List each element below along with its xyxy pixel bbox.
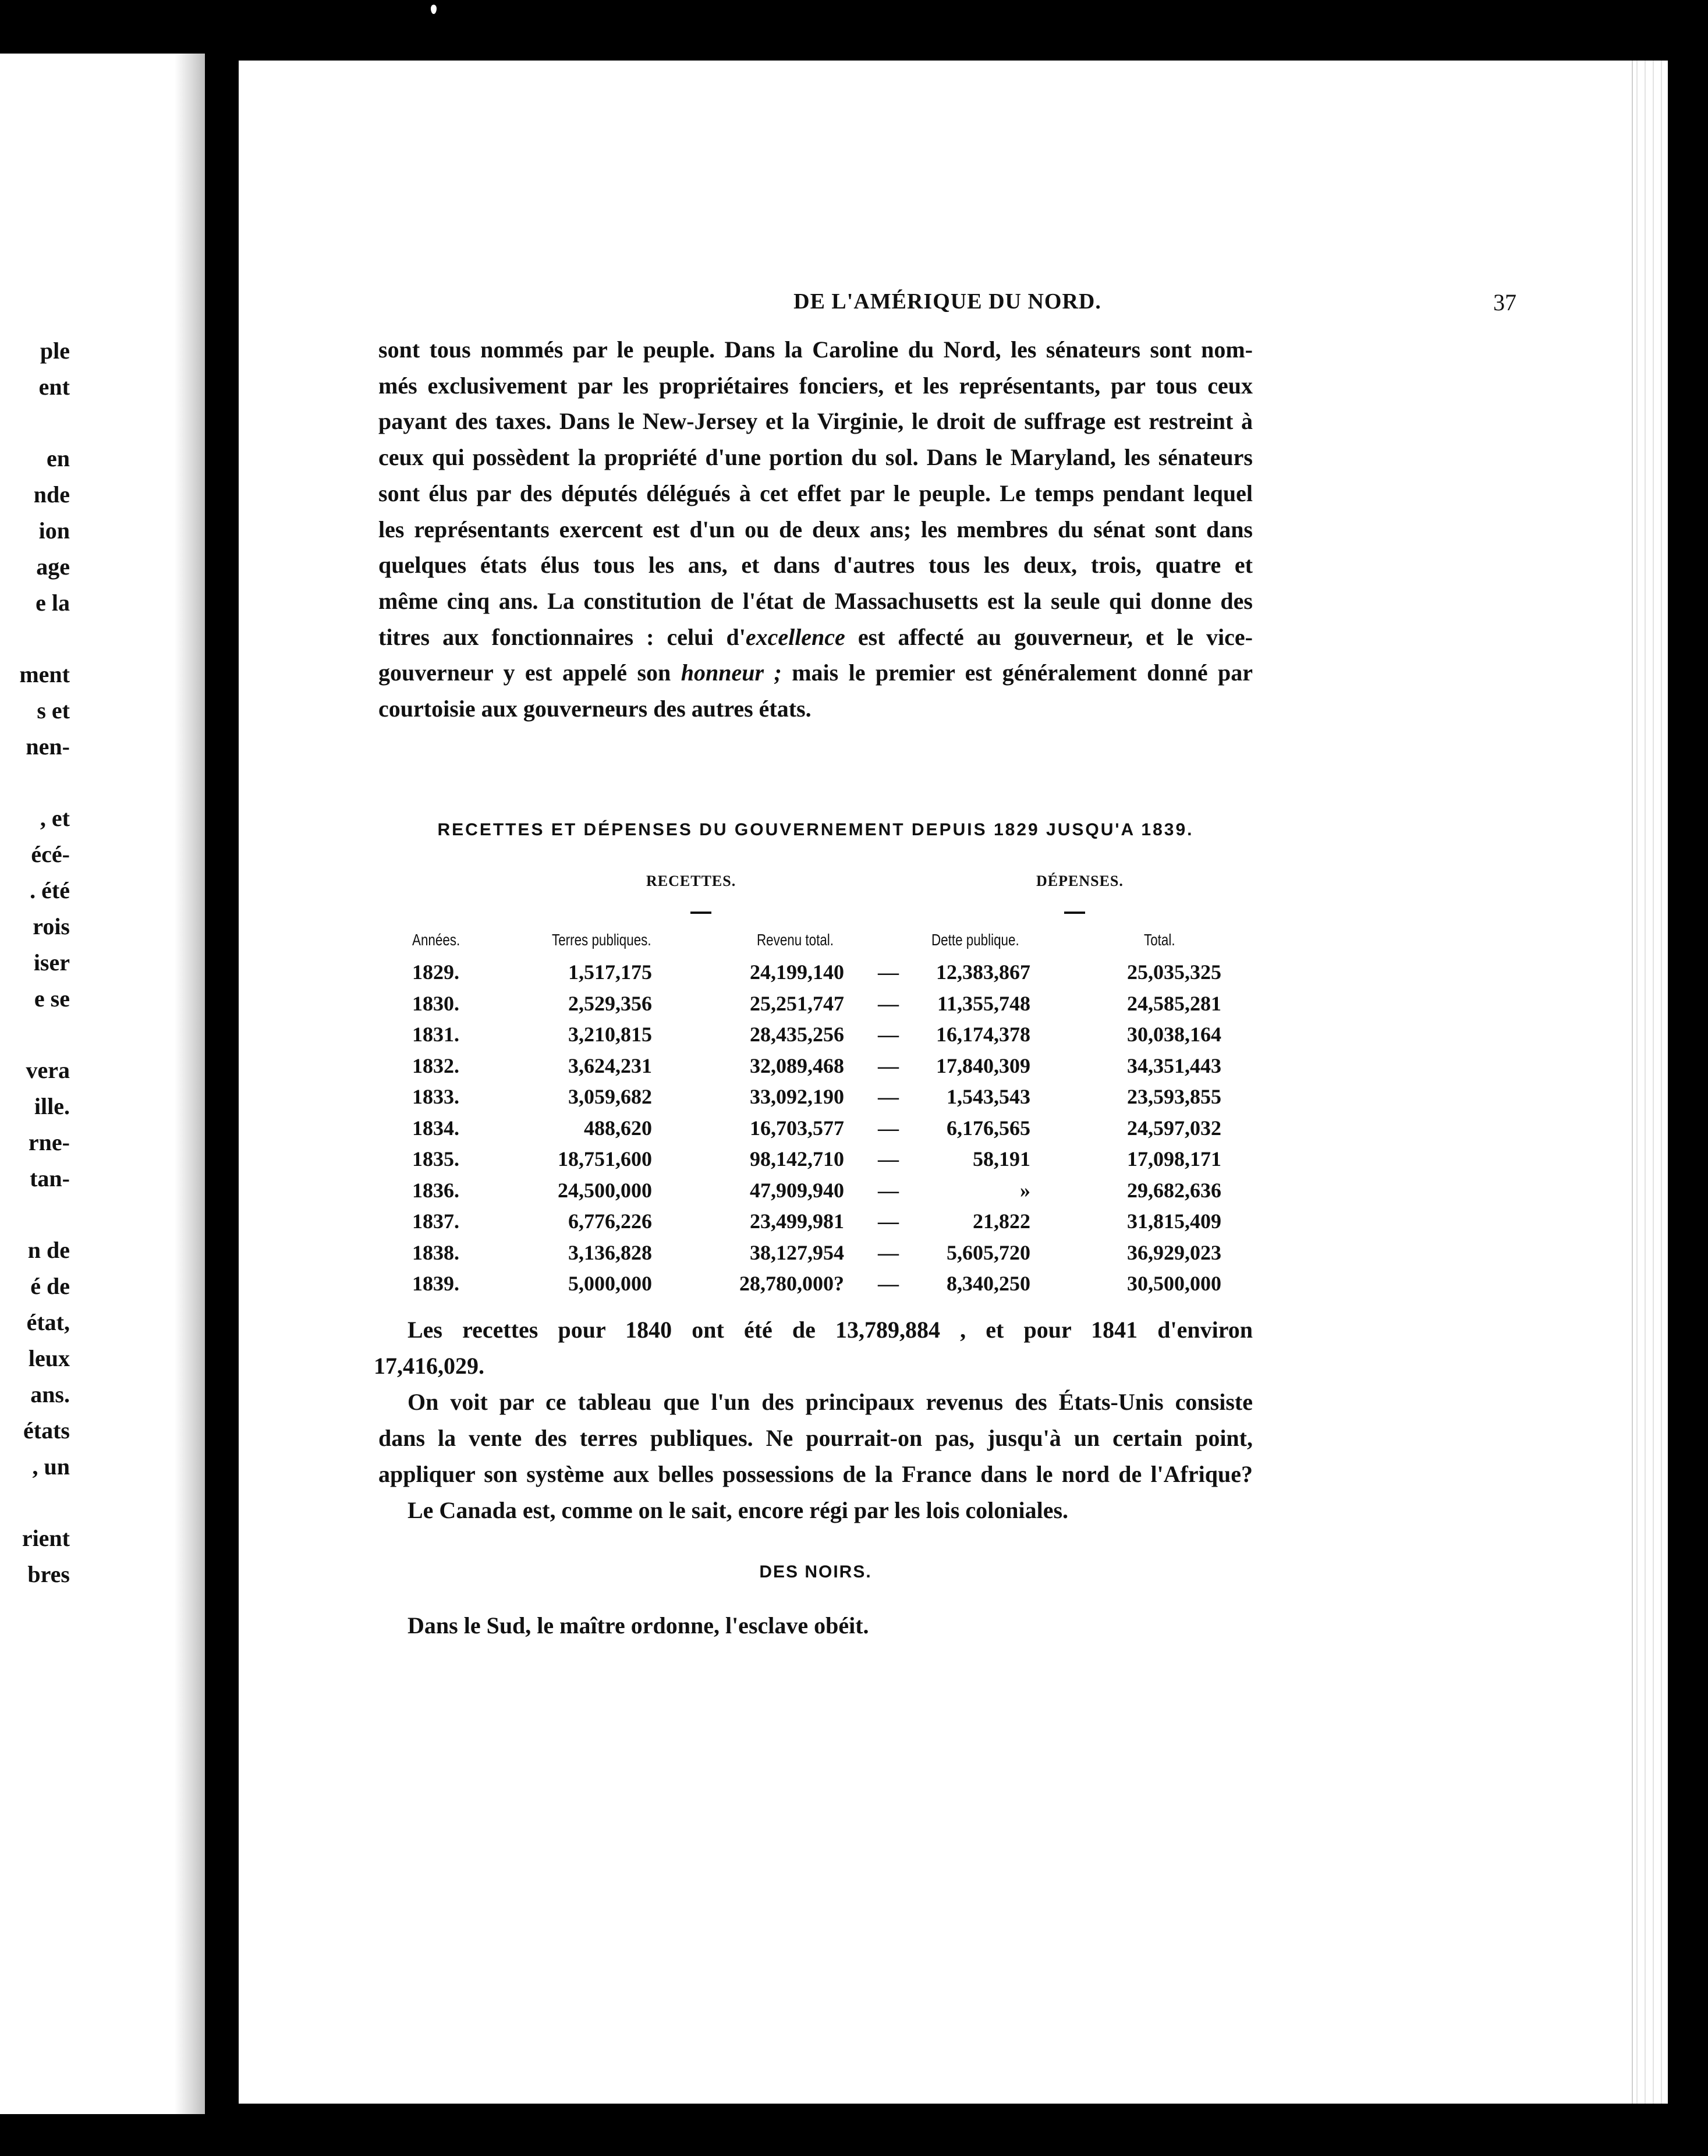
- paragraph-electoral-system: [378, 332, 1253, 727]
- page-gutter-shadow: [175, 54, 205, 2114]
- previous-page-fragment: iser: [33, 949, 70, 976]
- final-sentence: Dans le Sud, le maître ordonne, l'esclave obéit.: [407, 1612, 869, 1639]
- cell-separator: —: [878, 1116, 899, 1140]
- text-line: On voit par ce tableau que l'un des principaux revenus des États-Unis consiste: [407, 1389, 1253, 1415]
- cell-separator: —: [878, 991, 899, 1015]
- cell-dette-publique: 21,822: [973, 1210, 1030, 1233]
- table-column-headers: [239, 931, 1668, 954]
- cell-year: 1838.: [412, 1240, 459, 1264]
- text-line: quelques états élus tous les ans, et dans d'autres tous les deux, trois, quatre et: [378, 552, 1253, 579]
- cell-separator: —: [878, 1085, 899, 1108]
- text-line: les représentants exercent est d'un ou de deux ans; les membres du sénat sont dans: [378, 516, 1253, 542]
- table-row: [239, 1116, 1668, 1147]
- previous-page-fragment: ent: [38, 374, 70, 400]
- cell-terres-publiques: 18,751,600: [558, 1147, 652, 1171]
- text-line: même cinq ans. La constitution de l'état de Massachusetts est la seule qui donne des: [378, 587, 1253, 614]
- table-row: [239, 1209, 1668, 1240]
- table-row: [239, 991, 1668, 1023]
- text-line: sont tous nommés par le peuple. Dans la Caroline du Nord, les sénateurs sont nom-: [378, 336, 1253, 363]
- cell-terres-publiques: 6,776,226: [568, 1210, 652, 1233]
- previous-page-fragment: état,: [26, 1309, 70, 1335]
- table-title: RECETTES ET DÉPENSES DU GOUVERNEMENT DEPUIS 1829 JUSQU'A 1839.: [437, 820, 1194, 839]
- text-line: Les recettes pour 1840 ont été de 13,789,884 , et pour 1841 d'environ: [407, 1317, 1253, 1343]
- previous-page-fragment: ple: [40, 338, 70, 364]
- cell-terres-publiques: 1,517,175: [568, 960, 652, 984]
- cell-terres-publiques: 5,000,000: [568, 1272, 652, 1295]
- text-line: ceux qui possèdent la propriété d'une portion du sol. Dans le Maryland, les sénateurs: [378, 444, 1253, 471]
- cell-year: 1833.: [412, 1085, 459, 1108]
- cell-separator: —: [878, 960, 899, 984]
- cell-revenu-total: 28,435,256: [750, 1023, 844, 1046]
- previous-page-fragment: ion: [38, 517, 70, 544]
- cell-total: 23,593,855: [1127, 1085, 1221, 1108]
- previous-page-fragment: , un: [32, 1453, 70, 1480]
- previous-page-edge: [0, 54, 205, 2114]
- previous-page-fragment: tan-: [30, 1165, 70, 1192]
- cell-year: 1836.: [412, 1178, 459, 1202]
- page-number: 37: [1493, 289, 1516, 315]
- cell-terres-publiques: 488,620: [584, 1116, 652, 1140]
- text-line: appliquer son système aux belles possessions de la France dans le nord de l'Afrique?: [378, 1461, 1253, 1487]
- text-line: sont élus par des députés délégués à cet effet par le peuple. Le temps pendant lequel: [378, 480, 1253, 506]
- table-row: [239, 960, 1668, 991]
- cell-revenu-total: 28,780,000?: [739, 1272, 844, 1295]
- cell-dette-publique: 8,340,250: [947, 1272, 1030, 1295]
- italic-term: honneur ;: [681, 659, 782, 686]
- cell-total: 17,098,171: [1127, 1147, 1221, 1171]
- cell-dette-publique: 17,840,309: [936, 1054, 1030, 1077]
- cell-dette-publique: 16,174,378: [936, 1023, 1030, 1046]
- cell-separator: —: [878, 1178, 899, 1202]
- paragraphs-after-table: [374, 1312, 1253, 1529]
- group-rule-depenses: [1064, 912, 1085, 914]
- cell-dette-publique: 12,383,867: [936, 960, 1030, 984]
- cell-terres-publiques: 3,210,815: [568, 1023, 652, 1046]
- cell-revenu-total: 24,199,140: [750, 960, 844, 984]
- cell-total: 29,682,636: [1127, 1178, 1221, 1202]
- previous-page-fragment: e se: [34, 985, 70, 1012]
- text-line: més exclusivement par les propriétaires fonciers, et les représentants, par tous ceux: [378, 372, 1253, 399]
- previous-page-fragment: é de: [30, 1273, 70, 1299]
- cell-separator: —: [878, 1054, 899, 1077]
- cell-revenu-total: 38,127,954: [750, 1240, 844, 1264]
- previous-page-fragment: bres: [27, 1561, 70, 1587]
- column-header-dette: Dette publique.: [931, 931, 1019, 949]
- cell-terres-publiques: 3,059,682: [568, 1085, 652, 1108]
- previous-page-fragment: ille.: [34, 1093, 70, 1119]
- cell-total: 25,035,325: [1127, 960, 1221, 984]
- column-header-total: Total.: [1144, 931, 1175, 949]
- text-line: [378, 619, 1253, 655]
- text-line: dans la vente des terres publiques. Ne pourrait-on pas, jusqu'à un certain point,: [378, 1425, 1253, 1451]
- previous-page-fragment: s et: [37, 697, 70, 724]
- text-span: gouverneur y est appelé son: [378, 659, 681, 686]
- table-row: [239, 1271, 1668, 1303]
- previous-page-fragment: états: [23, 1417, 70, 1444]
- text-line: courtoisie aux gouverneurs des autres états.: [378, 696, 812, 722]
- previous-page-fragment: e la: [36, 590, 70, 616]
- group-heading-depenses: DÉPENSES.: [1036, 873, 1124, 889]
- cell-total: 34,351,443: [1127, 1054, 1221, 1077]
- previous-page-fragment: rient: [22, 1525, 70, 1551]
- table-row: [239, 1022, 1668, 1054]
- text-line: payant des taxes. Dans le New-Jersey et la Virginie, le droit de suffrage est restreint à: [378, 408, 1253, 435]
- cell-terres-publiques: 24,500,000: [558, 1178, 652, 1202]
- previous-page-fragment: n de: [27, 1237, 70, 1263]
- text-line: 17,416,029.: [374, 1353, 484, 1379]
- running-title: DE L'AMÉRIQUE DU NORD.: [793, 289, 1101, 314]
- previous-page-fragment: , et: [40, 805, 70, 831]
- previous-page-fragment: age: [36, 554, 70, 580]
- italic-term: excellence: [745, 623, 845, 650]
- cell-separator: —: [878, 1023, 899, 1046]
- cell-total: 30,500,000: [1127, 1272, 1221, 1295]
- cell-total: 30,038,164: [1127, 1023, 1221, 1046]
- book-page: [239, 61, 1668, 2104]
- cell-dette-publique: 11,355,748: [937, 991, 1030, 1015]
- cell-year: 1839.: [412, 1272, 459, 1295]
- cell-year: 1835.: [412, 1147, 459, 1171]
- previous-page-fragment: en: [47, 445, 70, 471]
- previous-page-fragment: rne-: [28, 1129, 70, 1155]
- cell-dette-publique: 1,543,543: [947, 1085, 1030, 1108]
- cell-separator: —: [878, 1210, 899, 1233]
- previous-page-fragment: rois: [33, 913, 70, 939]
- cell-year: 1837.: [412, 1210, 459, 1233]
- table-row: [239, 1240, 1668, 1272]
- cell-separator: —: [878, 1147, 899, 1171]
- cell-year: 1831.: [412, 1023, 459, 1046]
- running-head: [378, 289, 1516, 318]
- cell-year: 1832.: [412, 1054, 459, 1077]
- text-line: Le Canada est, comme on le sait, encore régi par les lois coloniales.: [407, 1497, 1069, 1523]
- cell-year: 1830.: [412, 991, 459, 1015]
- cell-total: 36,929,023: [1127, 1240, 1221, 1264]
- text-span: titres aux fonctionnaires : celui d': [378, 623, 746, 650]
- group-rule-recettes: [690, 912, 711, 914]
- cell-year: 1834.: [412, 1116, 459, 1140]
- cell-revenu-total: 98,142,710: [750, 1147, 844, 1171]
- previous-page-fragment: leux: [28, 1345, 70, 1371]
- table-row: [239, 1178, 1668, 1210]
- group-heading-recettes: RECETTES.: [646, 873, 736, 889]
- cell-dette-publique: 58,191: [973, 1147, 1030, 1171]
- previous-page-fragment: nde: [33, 481, 70, 508]
- cell-revenu-total: 25,251,747: [750, 991, 844, 1015]
- cell-revenu-total: 33,092,190: [750, 1085, 844, 1108]
- cell-revenu-total: 16,703,577: [750, 1116, 844, 1140]
- column-header-revenu: Revenu total.: [757, 931, 834, 949]
- table-row: [239, 1084, 1668, 1116]
- cell-terres-publiques: 3,136,828: [568, 1240, 652, 1264]
- cell-terres-publiques: 3,624,231: [568, 1054, 652, 1077]
- table-row: [239, 1147, 1668, 1178]
- cell-total: 24,597,032: [1127, 1116, 1221, 1140]
- previous-page-fragment: ans.: [30, 1381, 70, 1407]
- previous-page-fragment: écé-: [31, 841, 70, 867]
- cell-dette-publique: 6,176,565: [947, 1116, 1030, 1140]
- cell-revenu-total: 32,089,468: [750, 1054, 844, 1077]
- cell-year: 1829.: [412, 960, 459, 984]
- cell-terres-publiques: 2,529,356: [568, 991, 652, 1015]
- text-line: [378, 655, 1253, 691]
- cell-revenu-total: 23,499,981: [750, 1210, 844, 1233]
- previous-page-fragment: . été: [30, 877, 70, 903]
- cell-total: 24,585,281: [1127, 991, 1221, 1015]
- column-header-annees: Années.: [412, 931, 460, 949]
- cell-separator: —: [878, 1240, 899, 1264]
- section-heading: DES NOIRS.: [759, 1562, 872, 1581]
- table-row: [239, 1054, 1668, 1085]
- column-header-terres: Terres publiques.: [552, 931, 651, 949]
- cell-dette-publique: 5,605,720: [947, 1240, 1030, 1264]
- previous-page-fragment: ment: [19, 661, 70, 687]
- text-span: mais le premier est généralement donné par: [781, 659, 1253, 686]
- cell-revenu-total: 47,909,940: [750, 1178, 844, 1202]
- previous-page-fragment: vera: [26, 1057, 70, 1083]
- cell-total: 31,815,409: [1127, 1210, 1221, 1233]
- text-span: est affecté au gouverneur, et le vice-: [845, 623, 1253, 650]
- scan-mark: [431, 5, 437, 14]
- cell-dette-publique: »: [1020, 1178, 1030, 1202]
- previous-page-fragment: nen-: [26, 733, 70, 760]
- cell-separator: —: [878, 1272, 899, 1295]
